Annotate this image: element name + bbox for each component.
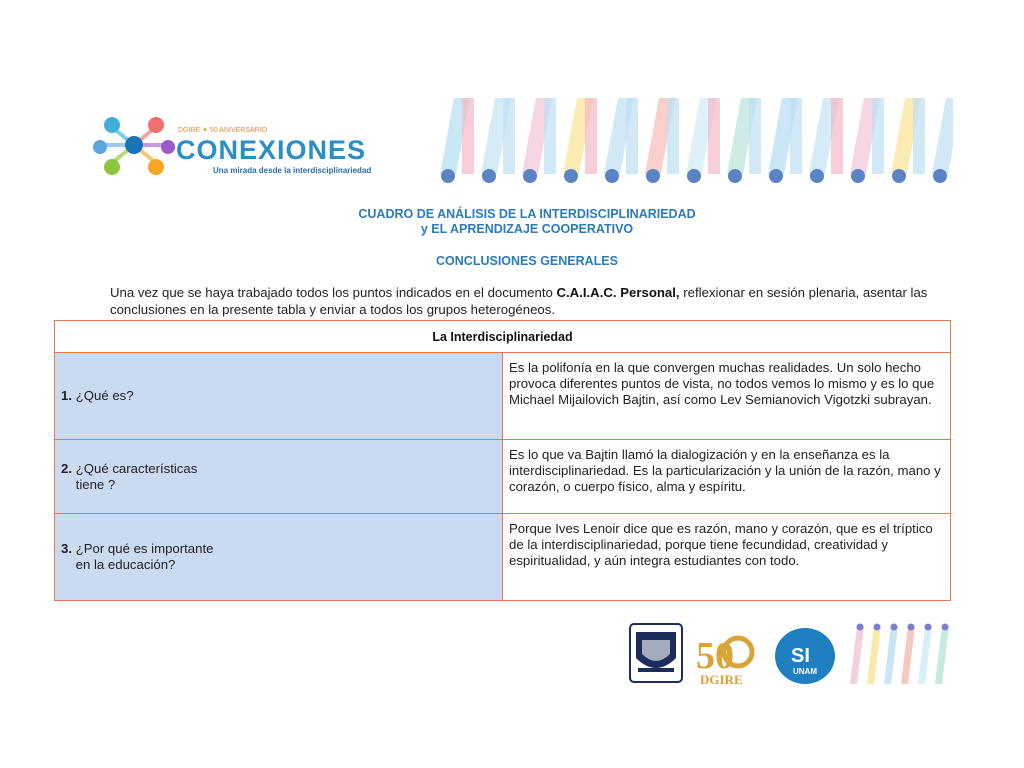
banner-dot bbox=[523, 169, 537, 183]
subtitle: CONCLUSIONES GENERALES bbox=[436, 254, 618, 268]
svg-text:UNAM: UNAM bbox=[793, 667, 817, 676]
mini-stripe bbox=[901, 626, 915, 684]
banner-dot bbox=[687, 169, 701, 183]
stripe-banner bbox=[428, 96, 953, 186]
table-row bbox=[55, 514, 951, 601]
svg-text:50: 50 bbox=[696, 635, 734, 677]
banner-dot bbox=[482, 169, 496, 183]
question-cell bbox=[55, 440, 503, 514]
mini-stripe bbox=[918, 626, 932, 684]
banner-dot bbox=[851, 169, 865, 183]
unam-shield-icon bbox=[630, 624, 682, 682]
banner-stripe bbox=[585, 98, 597, 174]
banner-dot bbox=[441, 169, 455, 183]
logo-title: CONEXIONES bbox=[176, 135, 367, 165]
question-number: 1. bbox=[61, 388, 72, 403]
mini-dot bbox=[925, 624, 932, 631]
banner-stripe bbox=[544, 98, 556, 174]
mini-dot bbox=[908, 624, 915, 631]
intro-paragraph bbox=[110, 284, 930, 318]
banner-stripe bbox=[503, 98, 515, 174]
molecule-icon bbox=[93, 117, 175, 175]
answer-cell[interactable]: Porque Ives Lenoir dice que es razón, mano y corazón, que es el tríptico de la interdisciplinariedad, porque tiene fecundidad, creatividad y espiritualidad, y aún integra estudiantes con todo. bbox=[503, 514, 951, 601]
intro-text-before: Una vez que se haya trabajado todos los puntos indicados en el documento bbox=[110, 285, 557, 300]
banner-dot bbox=[892, 169, 906, 183]
mini-dot bbox=[857, 624, 864, 631]
si-unam-logo bbox=[775, 628, 835, 684]
banner-stripe bbox=[872, 98, 884, 174]
banner-dot bbox=[810, 169, 824, 183]
question-text: ¿Qué es? bbox=[75, 388, 134, 403]
table-row bbox=[55, 440, 951, 514]
mini-dot bbox=[942, 624, 949, 631]
mini-stripe bbox=[850, 626, 864, 684]
banner-stripe bbox=[708, 98, 720, 174]
mini-stripe bbox=[935, 626, 949, 684]
svg-text:SI: SI bbox=[791, 645, 810, 667]
logo-small-text: DGIRE ✦ 50 ANIVERSARIO bbox=[178, 127, 268, 134]
question-number: 2. bbox=[61, 460, 72, 476]
banner-stripe bbox=[831, 98, 843, 174]
footer-logos bbox=[628, 618, 958, 690]
banner-stripe bbox=[790, 98, 802, 174]
mini-dot bbox=[874, 624, 881, 631]
question-text: ¿Por qué es importante en la educación? bbox=[75, 541, 214, 572]
banner-dot bbox=[933, 169, 947, 183]
banner-stripe bbox=[749, 98, 761, 174]
mini-stripe-banner bbox=[850, 624, 949, 685]
mini-stripe bbox=[884, 626, 898, 684]
banner-stripe bbox=[626, 98, 638, 174]
banner-stripe bbox=[932, 98, 953, 174]
logo-tagline: Una mirada desde la interdisciplinariedad bbox=[213, 166, 372, 175]
svg-text:DGIRE: DGIRE bbox=[700, 672, 743, 687]
conexiones-logo bbox=[90, 105, 400, 190]
banner-stripe bbox=[667, 98, 679, 174]
question-cell bbox=[55, 353, 503, 440]
analysis-table bbox=[54, 320, 951, 601]
banner-dot bbox=[728, 169, 742, 183]
question-cell bbox=[55, 514, 503, 601]
table-header: La Interdisciplinariedad bbox=[55, 321, 951, 353]
intro-bold: C.A.I.A.C. Personal, bbox=[556, 285, 680, 300]
title-line-2: y EL APRENDIZAJE COOPERATIVO bbox=[420, 222, 634, 236]
banner-dot bbox=[605, 169, 619, 183]
banner-dot bbox=[564, 169, 578, 183]
mini-dot bbox=[891, 624, 898, 631]
banner-stripe bbox=[913, 98, 925, 174]
answer-cell[interactable]: Es lo que va Bajtin llamó la dialogización y en la enseñanza es la interdisciplinariedad. Es la particularización y la unión de la razón, mano y corazón, o cuerpo físico, alma y espíritu. bbox=[503, 440, 951, 514]
banner-stripe bbox=[462, 98, 474, 174]
banner-dot bbox=[646, 169, 660, 183]
table-row bbox=[55, 353, 951, 440]
intro-text-after: reflexionar en sesión plenaria, asentar las conclusiones en la presente tabla y enviar a todos los grupos heterogéneos. bbox=[110, 285, 928, 317]
dgire-50-logo bbox=[696, 635, 752, 687]
question-text: ¿Qué características tiene ? bbox=[75, 460, 198, 492]
answer-cell[interactable]: Es la polifonía en la que convergen muchas realidades. Un solo hecho provoca diferentes puntos de vista, no todos vemos lo mismo y es lo que Michael Mijailovich Bajtin, así como Lev Semianovich Vigotzki subrayan. bbox=[503, 353, 951, 440]
mini-stripe bbox=[867, 626, 881, 684]
question-number: 3. bbox=[61, 541, 72, 556]
title-line-1: CUADRO DE ANÁLISIS DE LA INTERDISCIPLINARIEDAD bbox=[358, 207, 696, 221]
banner-dot bbox=[769, 169, 783, 183]
